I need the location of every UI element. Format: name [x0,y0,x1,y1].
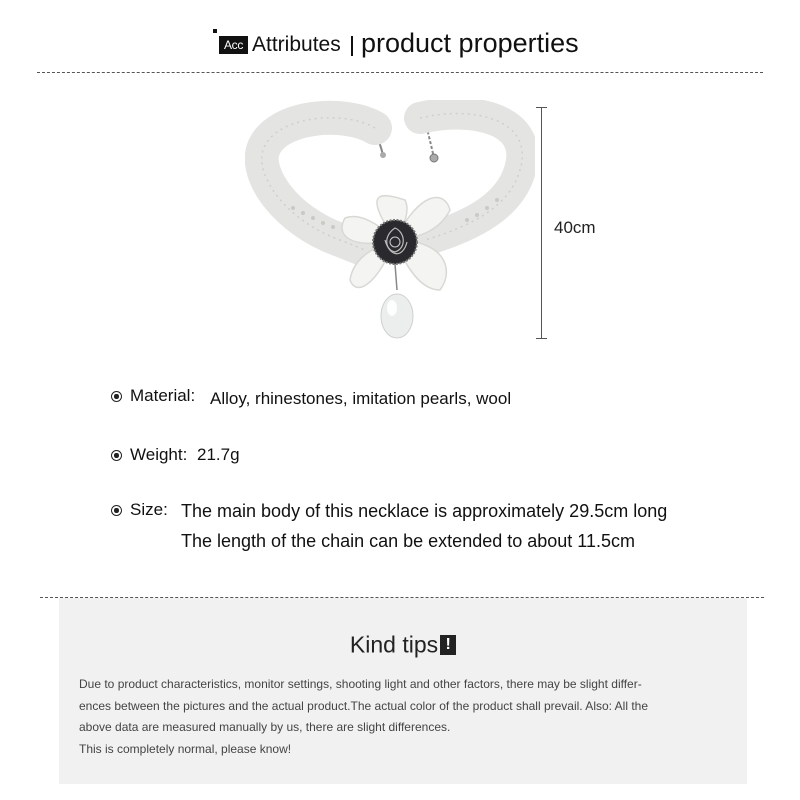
logo-dot [213,29,217,33]
size-bullet-icon [111,505,122,516]
tips-line: ences between the pictures and the actual product.The actual color of the product shall prevail. Also: All the [79,698,649,713]
attributes-label: Attributes [252,33,341,56]
section-header [0,26,800,66]
logo-badge: Acc [219,36,248,54]
tips-title-text: Kind tips [349,631,439,658]
dimension-cap-bottom [536,338,547,339]
header-separator [351,36,353,56]
size-label: Size: [130,500,168,519]
size-value-line-2: The length of the chain can be extended to about 11.5cm [181,531,635,551]
material-bullet-icon [111,391,122,402]
dimension-cap-top [536,107,547,108]
weight-label: Weight: [130,445,188,464]
material-value: Alloy, rhinestones, imitation pearls, wool [210,389,512,408]
dimension-label: 40cm [554,218,596,237]
tips-title [59,630,747,658]
tips-line: Due to product characteristics, monitor settings, shooting light and other factors, there may be slight differ- [79,677,642,691]
tips-line: This is completely normal, please know! [79,741,292,756]
necklace-image [245,100,535,350]
page-title: product properties [361,28,579,58]
size-value-line-1: The main body of this necklace is approximately 29.5cm long [181,501,668,521]
dimension-line [541,107,542,339]
top-divider [37,72,763,73]
kind-tips-panel [59,598,747,784]
material-label: Material: [130,386,196,405]
weight-bullet-icon [111,450,122,461]
tips-line: above data are measured manually by us, there are slight differences. [79,720,451,734]
warning-icon: ! [440,635,456,655]
tips-text [79,674,731,760]
weight-value: 21.7g [197,445,240,464]
